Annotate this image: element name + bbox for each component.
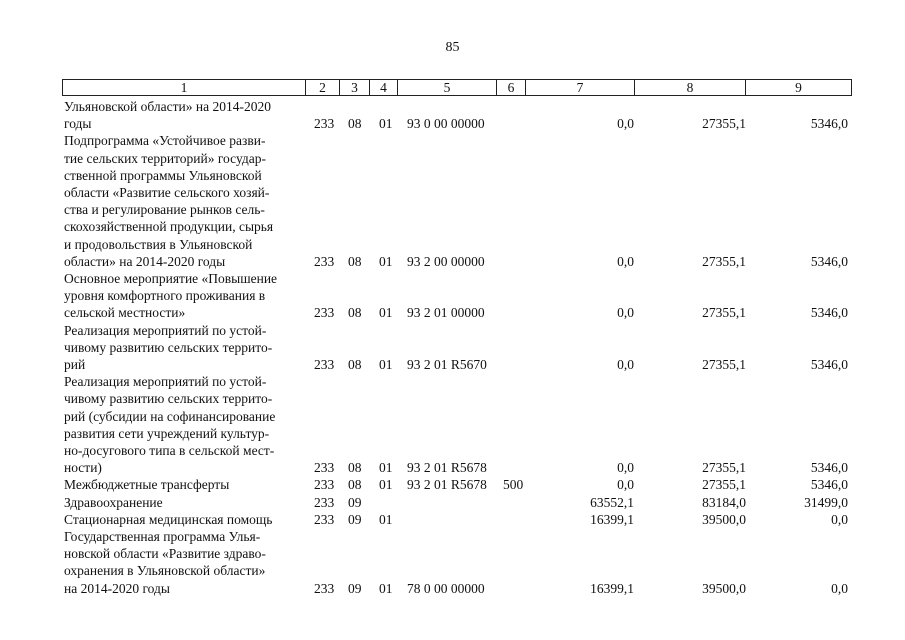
cell-c2: 233 (314, 253, 335, 269)
description-line: чивому развитию сельских террито- (64, 391, 273, 407)
table-row (0, 270, 905, 322)
cell-c7: 0,0 (617, 460, 634, 476)
cell-c4: 01 (379, 305, 393, 321)
cell-c3: 08 (348, 356, 362, 372)
cell-c4: 01 (379, 580, 393, 596)
header-col-5: 5 (398, 80, 497, 96)
table-row (0, 511, 905, 528)
cell-c7: 0,0 (617, 253, 634, 269)
cell-c5: 93 0 00 00000 (407, 116, 485, 132)
cell-c3: 08 (348, 477, 362, 493)
table-row (0, 98, 905, 132)
header-col-4: 4 (370, 80, 398, 96)
cell-c9: 0,0 (831, 511, 848, 527)
cell-c4: 01 (379, 460, 393, 476)
cell-c7: 16399,1 (590, 511, 634, 527)
cell-c3: 09 (348, 494, 362, 510)
cell-c7: 0,0 (617, 116, 634, 132)
cell-c3: 09 (348, 511, 362, 527)
cell-c5: 93 2 01 R5670 (407, 356, 487, 372)
description-line: новской области «Развитие здраво- (64, 546, 266, 562)
row-description (64, 511, 305, 528)
cell-c9: 5346,0 (810, 116, 848, 132)
row-description (64, 98, 305, 132)
table-row (0, 494, 905, 511)
cell-c9: 5346,0 (810, 356, 848, 372)
page-number: 85 (445, 40, 460, 55)
cell-c2: 233 (314, 580, 335, 596)
cell-c2: 233 (314, 511, 335, 527)
cell-c8: 27355,1 (702, 477, 746, 493)
row-description (64, 476, 305, 493)
cell-c2: 233 (314, 116, 335, 132)
cell-c2: 233 (314, 305, 335, 321)
header-col-9: 9 (746, 80, 852, 96)
cell-c9: 31499,0 (804, 494, 848, 510)
cell-c4: 01 (379, 477, 393, 493)
cell-c7: 63552,1 (590, 494, 634, 510)
cell-c8: 39500,0 (702, 511, 746, 527)
cell-c9: 5346,0 (810, 477, 848, 493)
description-line: и продовольствия в Ульяновской (64, 236, 253, 252)
cell-c8: 27355,1 (702, 116, 746, 132)
description-line: охранения в Ульяновской области» (64, 563, 266, 579)
description-line: скохозяйственной продукции, сырья (64, 219, 274, 235)
cell-c3: 08 (348, 460, 362, 476)
cell-c3: 08 (348, 305, 362, 321)
description-line: ства и регулирование рынков сель- (64, 202, 265, 218)
cell-c5: 93 2 01 R5678 (407, 477, 487, 493)
description-line: сельской местности» (64, 305, 186, 321)
cell-c9: 5346,0 (810, 253, 848, 269)
cell-c5: 93 2 00 00000 (407, 253, 485, 269)
cell-c8: 27355,1 (702, 460, 746, 476)
cell-c2: 233 (314, 460, 335, 476)
table-row (0, 528, 905, 597)
cell-c2: 233 (314, 494, 335, 510)
description-line: Ульяновской области» на 2014-2020 (64, 99, 271, 114)
row-description (64, 494, 305, 511)
cell-c5: 93 2 01 00000 (407, 305, 485, 321)
description-line: рий (64, 356, 86, 372)
table-row (0, 132, 905, 270)
description-line: Реализация мероприятий по устой- (64, 322, 267, 338)
description-line: Межбюджетные трансферты (64, 477, 230, 493)
description-line: области» на 2014-2020 годы (64, 253, 226, 269)
description-line: на 2014-2020 годы (64, 580, 170, 596)
cell-c8: 27355,1 (702, 253, 746, 269)
description-line: уровня комфортного проживания в (64, 288, 266, 304)
table-row (0, 476, 905, 493)
cell-c3: 08 (348, 116, 362, 132)
cell-c4: 01 (379, 116, 393, 132)
column-number-header (62, 79, 852, 96)
description-line: рий (субсидии на софинансирование (64, 408, 276, 424)
description-line: развития сети учреждений культур- (64, 425, 270, 441)
cell-c8: 39500,0 (702, 580, 746, 596)
table-row (0, 322, 905, 374)
description-line: области «Развитие сельского хозяй- (64, 185, 270, 200)
row-description (64, 132, 305, 270)
cell-c7: 0,0 (617, 356, 634, 372)
row-description (64, 528, 305, 597)
cell-c4: 01 (379, 356, 393, 372)
description-line: Государственная программа Улья- (64, 528, 261, 544)
header-col-6: 6 (497, 80, 526, 96)
cell-c2: 233 (314, 477, 335, 493)
cell-c7: 16399,1 (590, 580, 634, 596)
header-col-2: 2 (306, 80, 340, 96)
cell-c3: 09 (348, 580, 362, 596)
description-line: Основное мероприятие «Повышение (64, 270, 278, 286)
cell-c4: 01 (379, 253, 393, 269)
header-col-7: 7 (526, 80, 635, 96)
description-line: чивому развитию сельских террито- (64, 339, 273, 355)
cell-c9: 5346,0 (810, 460, 848, 476)
cell-c5: 78 0 00 00000 (407, 580, 485, 596)
description-line: Реализация мероприятий по устой- (64, 374, 267, 390)
description-line: но-досугового типа в сельской мест- (64, 442, 275, 458)
header-col-3: 3 (340, 80, 370, 96)
description-line: годы (64, 116, 92, 132)
description-line: Стационарная медицинская помощь (64, 511, 273, 527)
description-line: Здравоохранение (64, 494, 163, 510)
description-line: ственной программы Ульяновской (64, 167, 262, 183)
cell-c7: 0,0 (617, 305, 634, 321)
cell-c8: 83184,0 (702, 494, 746, 510)
row-description (64, 270, 305, 322)
cell-c2: 233 (314, 356, 335, 372)
cell-c6: 500 (503, 477, 524, 493)
cell-c9: 5346,0 (810, 305, 848, 321)
description-line: ности) (64, 460, 102, 476)
cell-c9: 0,0 (831, 580, 848, 596)
cell-c5: 93 2 01 R5678 (407, 460, 487, 476)
cell-c8: 27355,1 (702, 305, 746, 321)
row-description (64, 373, 305, 476)
cell-c3: 08 (348, 253, 362, 269)
header-col-1: 1 (63, 80, 306, 96)
row-description (64, 322, 305, 374)
cell-c7: 0,0 (617, 477, 634, 493)
description-line: Подпрограмма «Устойчивое разви- (64, 133, 266, 149)
budget-rows (0, 98, 905, 597)
cell-c4: 01 (379, 511, 393, 527)
cell-c8: 27355,1 (702, 356, 746, 372)
description-line: тие сельских территорий» государ- (64, 150, 266, 166)
table-row (0, 373, 905, 476)
header-col-8: 8 (635, 80, 746, 96)
